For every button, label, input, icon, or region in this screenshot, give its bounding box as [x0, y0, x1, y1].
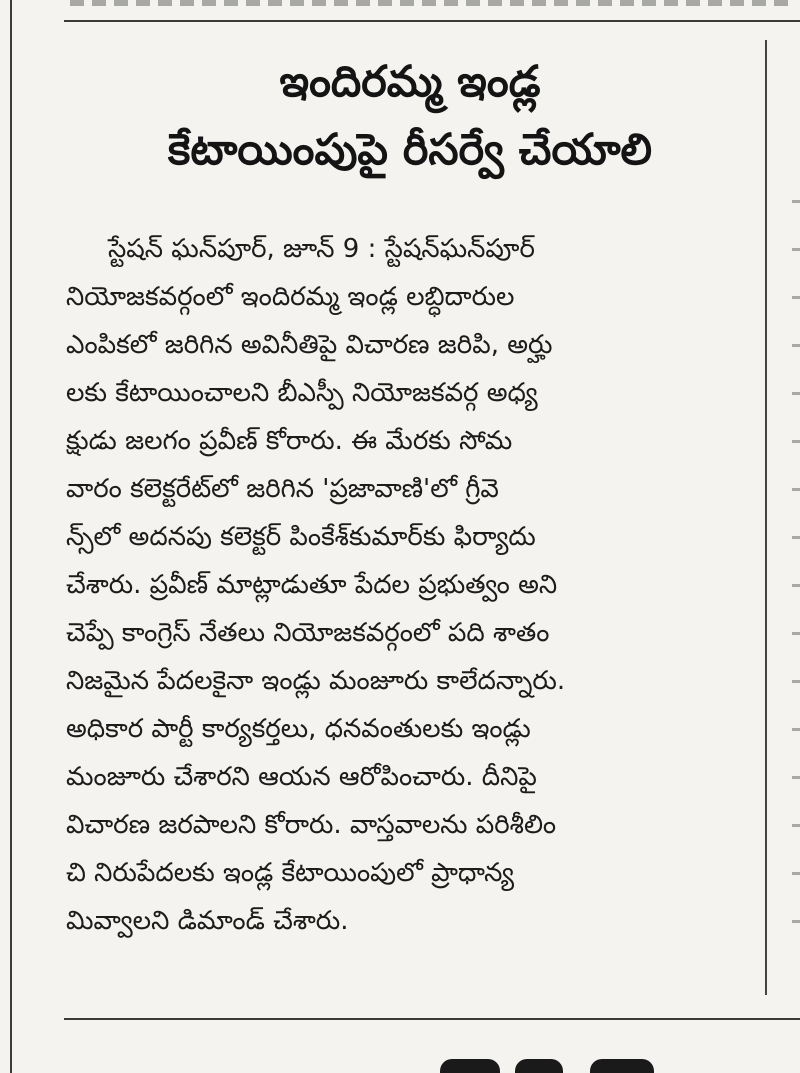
- body-line: మివ్వాలని డిమాండ్ చేశారు.: [66, 906, 349, 936]
- body-line: చి నిరుపేదలకు ఇండ్ల కేటాయింపులో ప్రాధాన్య: [66, 858, 515, 888]
- bottom-divider-rule: [64, 1018, 800, 1020]
- right-column-rule: [765, 40, 767, 995]
- body-line: చెప్పే కాంగ్రెస్ నేతలు నియోజకవర్గంలో పది శాతం: [66, 618, 550, 648]
- body-line: అధికార పార్టీ కార్యకర్తలు, ధనవంతులకు ఇండ్లు: [66, 714, 531, 744]
- left-column-rule: [10, 0, 12, 1073]
- cropped-previous-article-text: [70, 0, 790, 6]
- body-line: వారం కలెక్టరేట్‌లో జరిగిన 'ప్రజావాణి'లో గ్రీవె: [66, 474, 499, 504]
- cropped-adjacent-column-text: [792, 200, 800, 960]
- body-line: నియోజకవర్గంలో ఇందిరమ్మ ఇండ్ల లబ్ధిదారుల: [66, 282, 515, 312]
- body-line: స్టేషన్ ఘన్‌పూర్, జూన్ 9 : స్టేషన్‌ఘన్‌పూర్: [108, 234, 535, 264]
- headline-line-1: ఇందిరమ్మ ఇండ్ల: [279, 57, 541, 107]
- body-line: చేశారు. ప్రవీణ్ మాట్లాడుతూ పేదల ప్రభుత్వం అని: [66, 570, 558, 600]
- article-headline: [60, 48, 760, 184]
- body-line: ఎంపికలో జరిగిన అవినీతిపై విచారణ జరిపి, అర్హు: [66, 330, 553, 360]
- top-divider-rule: [64, 20, 800, 22]
- body-line: విచారణ జరపాలని కోరారు. వాస్తవాలను పరిశీలిం: [66, 810, 557, 840]
- body-line: లకు కేటాయించాలని బీఎస్పీ నియోజకవర్గ అధ్య: [66, 378, 538, 408]
- cropped-glyph-shape: [515, 1059, 563, 1073]
- body-line: మంజూరు చేశారని ఆయన ఆరోపించారు. దీనిపై: [66, 762, 537, 792]
- body-line: నిజమైన పేదలకైనా ఇండ్లు మంజూరు కాలేదన్నారు.: [66, 666, 566, 696]
- cropped-glyph-shape: [590, 1059, 654, 1073]
- article-body: [66, 225, 726, 945]
- body-line: న్స్‌లో అదనపు కలెక్టర్ పింకేశ్‌కుమార్‌కు ఫిర్యాదు: [66, 522, 536, 552]
- cropped-glyph-shape: [440, 1059, 500, 1073]
- headline-line-2: కేటాయింపుపై రీసర్వే చేయాలి: [167, 125, 653, 175]
- cropped-next-headline: [440, 1052, 660, 1073]
- body-line: క్షుడు జలగం ప్రవీణ్ కోరారు. ఈ మేరకు సోమ: [66, 426, 513, 456]
